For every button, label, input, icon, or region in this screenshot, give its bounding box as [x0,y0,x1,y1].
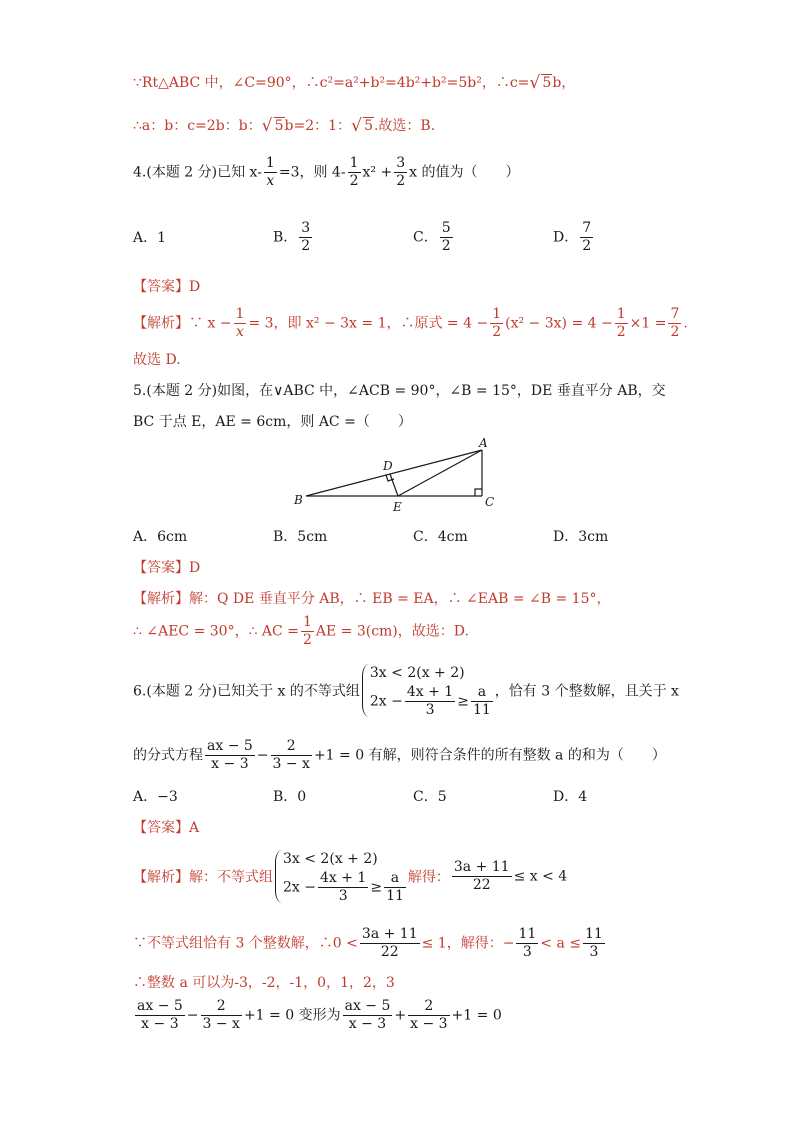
line1-text: ∵Rt△ABC 中，∠C=90°，∴c²=a²+b²=4b²+b²=5b²，∴c= [133,75,530,91]
option-b[interactable]: B．0 [273,789,307,805]
option-c[interactable]: C．5 [413,789,447,805]
q6-analysis-4: $\frac{ax - 5}{x - 3}$ − $\frac{2}{3 - x}$ +1 = 0 变形为 $\frac{ax - 5}{x - 3}$ + $\frac{2}{x - 3}$ +1 = 0 [137,998,502,1032]
option-a[interactable]: A．1 [133,229,167,246]
option-a[interactable]: A．6cm [133,529,188,545]
sqrt5-symbol: √ 5 [529,75,552,91]
question-4-options [133,220,693,255]
option-d[interactable]: D．4 [553,789,588,805]
inequality-system: 3x < 2(x + 2) 2x − $\frac{4x + 1}{3}$ ≥ $\frac{a}{11}$ [360,662,495,719]
question-4-stem: 4.(本题 2 分)已知 x- $\frac{1}{x}$ =3，则 4- $\frac{1}{2}$ x² + $\frac{3}{2}$ x 的值为（ ） [133,155,520,189]
question-6-options [133,786,693,806]
triangle-figure [290,436,510,514]
q6-analysis-2: ∵不等式组恰有 3 个整数解，∴0 < $\frac{3a + 11}{22}$ ≤ 1，解得：− $\frac{11}{3}$ < a ≤ $\frac{11}{3}$ [133,926,603,960]
q5-analysis-2: ∴ ∠AEC = 30°，∴ AC = $\frac{1}{2}$ AE = 3(cm)，故选：D. [133,614,469,648]
q4-answer: 【答案】D [133,279,201,295]
q4-analysis: 【解析】∵ x − $\frac{1}{x}$ = 3，即 x² − 3x = 1，∴原式 = 4 − $\frac{1}{2}$ (x² − 3x) = 4 − $\frac{1}{2}$ ×1 = $\frac{7}{2}$ . [133,306,688,340]
right-angle-c [475,489,482,496]
solution-line-1: ∵Rt△ABC 中，∠C=90°，∴c²=a²+b²=4b²+b²=5b²，∴c=√ 5b， [133,72,575,92]
label-c: C [485,495,495,509]
question-5-stem-1: 5.(本题 2 分)如图，在∨ABC 中，∠ACB = 90°，∠B = 15°，DE 垂直平分 AB，交 [133,383,666,399]
option-d[interactable]: D．3cm [553,529,609,545]
q4-analysis-2: 故选 D. [133,352,181,368]
q6-answer: 【答案】A [133,820,200,836]
option-a[interactable]: A．−3 [133,789,178,805]
option-b[interactable]: B． $\frac{3}{2}$ [273,220,311,254]
option-b[interactable]: B．5cm [273,529,328,545]
option-d[interactable]: D． $\frac{7}{2}$ [553,220,592,254]
q6-analysis-1: 【解析】解：不等式组 3x < 2(x + 2) 2x − $\frac{4x + 1}{3}$ ≥ $\frac{a}{11}$ 解得： $\frac{3a + 11}{22}$ ≤ x < 4 [133,848,567,905]
option-c[interactable]: C．4cm [413,529,468,545]
option-c[interactable]: C． $\frac{5}{2}$ [413,220,451,254]
q6-analysis-3: ∴整数 a 可以为-3，-2，-1，0，1，2，3 [133,975,395,991]
label-a: A [479,436,488,450]
label-b: B [294,493,303,507]
segment-ab [306,450,482,496]
question-5-options [133,526,693,546]
question-6-stem-1: 6.(本题 2 分)已知关于 x 的不等式组 3x < 2(x + 2) 2x − $\frac{4x + 1}{3}$ ≥ $\frac{a}{11}$ ，恰有 3 个整数解，且关于 x [133,662,679,719]
q5-analysis-1: 【解析】解：Q DE 垂直平分 AB，∴ EB = EA，∴ ∠EAB = ∠B = 15°， [133,591,611,607]
label-d: D [383,459,393,473]
question-6-stem-2: 的分式方程 $\frac{ax - 5}{x - 3}$ − $\frac{2}{3 - x}$ +1 = 0 有解，则符合条件的所有整数 a 的和为（ ） [133,738,666,772]
segment-ae [398,450,482,496]
question-5-stem-2: BC 于点 E，AE = 6cm，则 AC =（ ） [133,414,412,430]
label-e: E [393,500,402,514]
segment-de [390,474,398,496]
solution-line-2: ∴a：b：c=2b：b：√ 5b=2：1：√ 5.故选：B. [133,115,435,135]
q5-answer: 【答案】D [133,560,201,576]
